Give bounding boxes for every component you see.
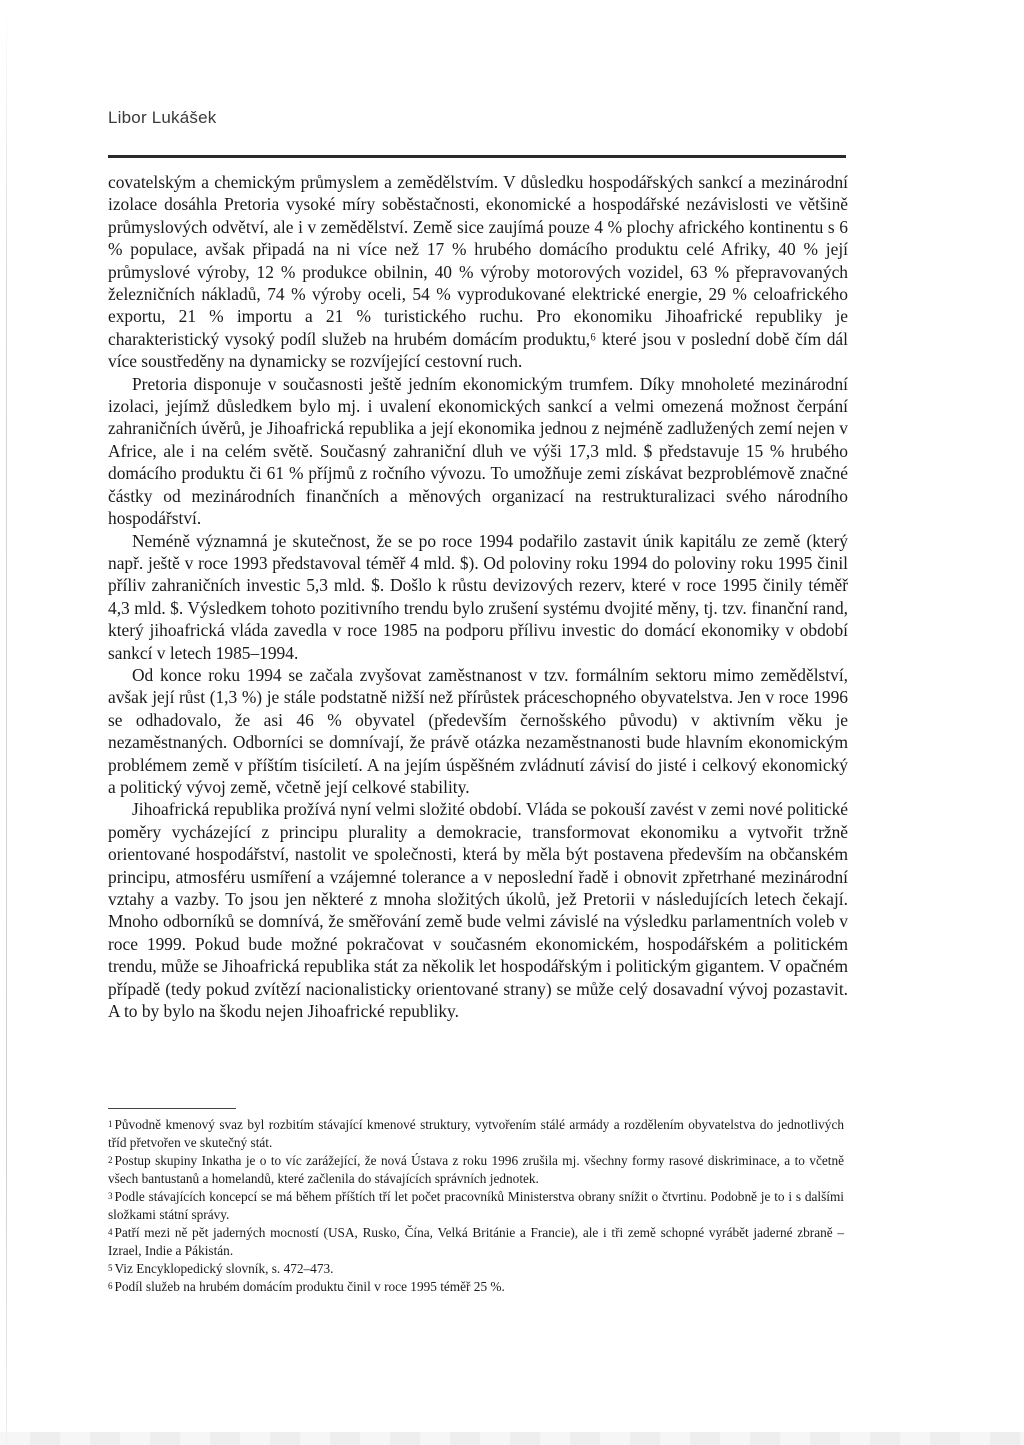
footnote-rule — [108, 1108, 236, 1109]
header-rule — [108, 155, 846, 158]
scan-edge — [6, 0, 7, 1445]
footnote-text: Podle stávajících koncepcí se má během příštích tří let počet pracovníků Ministerstva obrany snížit o čtvrtinu. Podobně je to i s dalšími složkami státní správy. — [108, 1189, 844, 1222]
footnote-text: Patří mezi ně pět jaderných mocností (USA, Rusko, Čína, Velká Británie a Francie), ale i tři země schopné vyrábět jaderné zbraně – Izrael, Indie a Pákistán. — [108, 1225, 844, 1258]
paragraph-1: covatelským a chemickým průmyslem a zemědělstvím. V důsledku hospodářských sankcí a mezinárodní izolace dosáhla Pretoria vysoké míry soběstačnosti, ekonomické a hospodářské nezávislosti ve většině průmyslových odvětví, ale i v zemědělství. Země sice zaujímá pouze 4 % plochy afrického kontinentu s 6 % populace, avšak připadá na ni více než 17 % hrubého domácího produktu celé Afriky, 40 % její průmyslové výroby, 12 % produkce obilnin, 40 % výroby motorových vozidel, 63 % přepravovaných železničních nákladů, 74 % výroby oceli, 54 % vyprodukované elektrické energie, 29 % celoafrického exportu, 21 % importu a 21 % turistického ruchu. Pro ekonomiku Jihoafrické republiky je charakteristický vysoký podíl služeb na hrubém domácím produktu,⁶ které jsou v poslední době čím dál více soustředěny na dynamicky se rozvíjející cestovní ruch. — [108, 172, 848, 372]
footnote-number: 3 — [108, 1191, 113, 1201]
footnote-2 — [108, 1152, 844, 1188]
footnote-6 — [108, 1278, 844, 1296]
footnote-number: 5 — [108, 1263, 113, 1273]
footnote-text: Postup skupiny Inkatha je o to víc zarážející, že nová Ústava z roku 1996 zrušila mj. všechny formy rasové diskriminace, a to včetně všech bantustanů a homelandů, které začlenila do stávajících správních jednotek. — [108, 1153, 844, 1186]
footnote-4 — [108, 1224, 844, 1260]
paragraph-2: Pretoria disponuje v současnosti ještě jedním ekonomickým trumfem. Díky mnoholeté mezinárodní izolaci, jejímž důsledkem bylo mj. i uvalení ekonomických sankcí a velmi omezená možnost čerpání zahraničních úvěrů, je Jihoafrická republika a její ekonomika jednou z nejméně zadlužených zemí nejen v Africe, ale i na celém světě. Současný zahraniční dluh ve výši 17,3 mld. $ představuje 15 % hrubého domácího produktu či 61 % příjmů z ročního vývozu. To umožňuje zemi získávat bezproblémově značné částky od mezinárodních finančních a měnových organizací na restrukturalizaci svého národního hospodářství. — [108, 373, 848, 529]
footnote-1 — [108, 1116, 844, 1152]
footnote-number: 2 — [108, 1155, 113, 1165]
footnote-text: Viz Encyklopedický slovník, s. 472–473. — [114, 1261, 334, 1276]
paragraph-5: Jihoafrická republika prožívá nyní velmi složité období. Vláda se pokouší zavést v zemi nové politické poměry vycházející z principu plurality a demokracie, transformovat ekonomiku a vytvořit tržně orientované hospodářství, nastolit ve společnosti, která by měla být postavena především na občanském principu, atmosféru usmíření a vzájemné tolerance a v neposlední řadě i obnovit zpřetrhané mezinárodní vztahy a vazby. To jsou jen některé z mnoha složitých úkolů, jež Pretorii v následujících letech čekají. Mnoho odborníků se domnívá, že směřování země bude velmi závislé na výsledku parlamentních voleb v roce 1999. Pokud bude možné pokračovat v současném ekonomickém, hospodářském a politickém trendu, může se Jihoafrická republika stát za několik let hospodářským i politickým gigantem. V opačném případě (tedy pokud zvítězí nacionalisticky orientované strany) se může celý dosavadní vývoj pozastavit. A to by bylo na škodu nejen Jihoafrické republiky. — [108, 799, 848, 1022]
footnotes — [108, 1116, 844, 1296]
footnote-text: Původně kmenový svaz byl rozbitím stávající kmenové struktury, vytvořením stálé armády a rozdělením obyvatelstva do jednotlivých tříd přetvořen ve skutečný stát. — [108, 1117, 844, 1150]
footnote-3 — [108, 1188, 844, 1224]
footnote-number: 1 — [108, 1119, 113, 1129]
scan-bottom-edge — [0, 1432, 1024, 1445]
paragraph-3: Neméně významná je skutečnost, že se po roce 1994 podařilo zastavit únik kapitálu ze země (který např. ještě v roce 1993 představoval téměř 4 mld. $). Od poloviny roku 1994 do poloviny roku 1995 činil příliv zahraničních investic 5,3 mld. $. Došlo k růstu devizových rezerv, které v roce 1995 činily téměř 4,3 mld. $. Výsledkem tohoto pozitivního trendu bylo zrušení systému dvojité měny, tj. tzv. finanční rand, který jihoafrická vláda zavedla v roce 1985 na podporu přílivu investic do domácí ekonomiky v období sankcí v letech 1985–1994. — [108, 530, 848, 663]
main-text — [108, 171, 848, 1022]
footnote-number: 6 — [108, 1281, 113, 1291]
footnote-5 — [108, 1260, 844, 1278]
footnote-text: Podíl služeb na hrubém domácím produktu činil v roce 1995 téměř 25 %. — [114, 1279, 505, 1294]
paragraph-4: Od konce roku 1994 se začala zvyšovat zaměstnanost v tzv. formálním sektoru mimo zemědělství, avšak její růst (1,3 %) je stále podstatně nižší než přírůstek práceschopného obyvatelstva. Jen v roce 1996 se odhadovalo, že asi 46 % obyvatel (především černošského původu) v aktivním věku je nezaměstnaných. Odborníci se domnívají, že právě otázka nezaměstnanosti bude hlavním ekonomickým problémem země v příštím tisíciletí. A na jejím úspěšném zvládnutí závisí do jisté i celkový ekonomický a politický vývoj země, včetně její celkové stability. — [108, 664, 848, 797]
footnote-number: 4 — [108, 1227, 113, 1237]
running-head-author: Libor Lukášek — [108, 108, 217, 127]
